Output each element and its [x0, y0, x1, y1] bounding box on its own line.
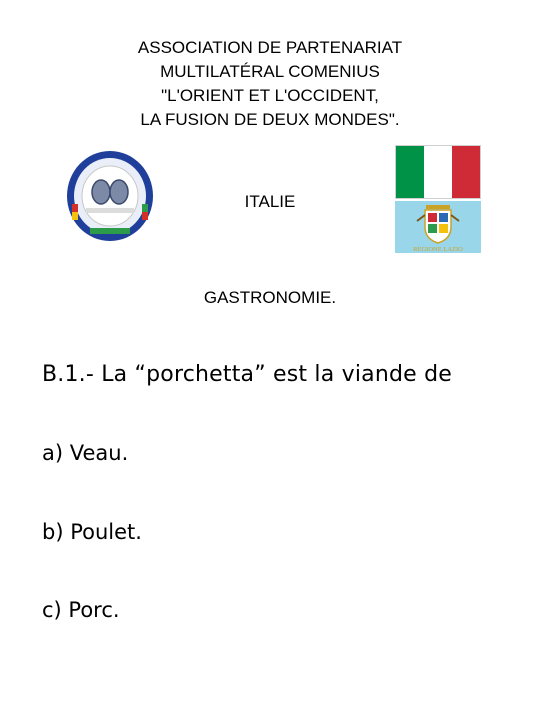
comenius-logo — [66, 150, 154, 242]
answer-option-a: a) Veau. — [42, 441, 129, 465]
lazio-flag-text: REGIONE LAZIO — [413, 246, 463, 253]
header-line-4: LA FUSION DE DEUX MONDES". — [140, 110, 400, 129]
header-line-1: ASSOCIATION DE PARTENARIAT — [137, 38, 403, 57]
topic-label: GASTRONOMIE. — [203, 288, 337, 307]
country-label: ITALIE — [244, 192, 296, 211]
answer-option-c: c) Porc. — [42, 598, 120, 622]
header-line-2: MULTILATÉRAL COMENIUS — [160, 62, 380, 81]
header-line-3: "L'ORIENT ET L'OCCIDENT, — [161, 86, 379, 105]
lazio-region-flag — [395, 201, 481, 253]
document-header — [60, 36, 480, 132]
question-text: B.1.- La “porchetta” est la viande de — [42, 362, 452, 387]
answer-option-b: b) Poulet. — [42, 520, 142, 544]
italy-flag — [395, 145, 481, 199]
